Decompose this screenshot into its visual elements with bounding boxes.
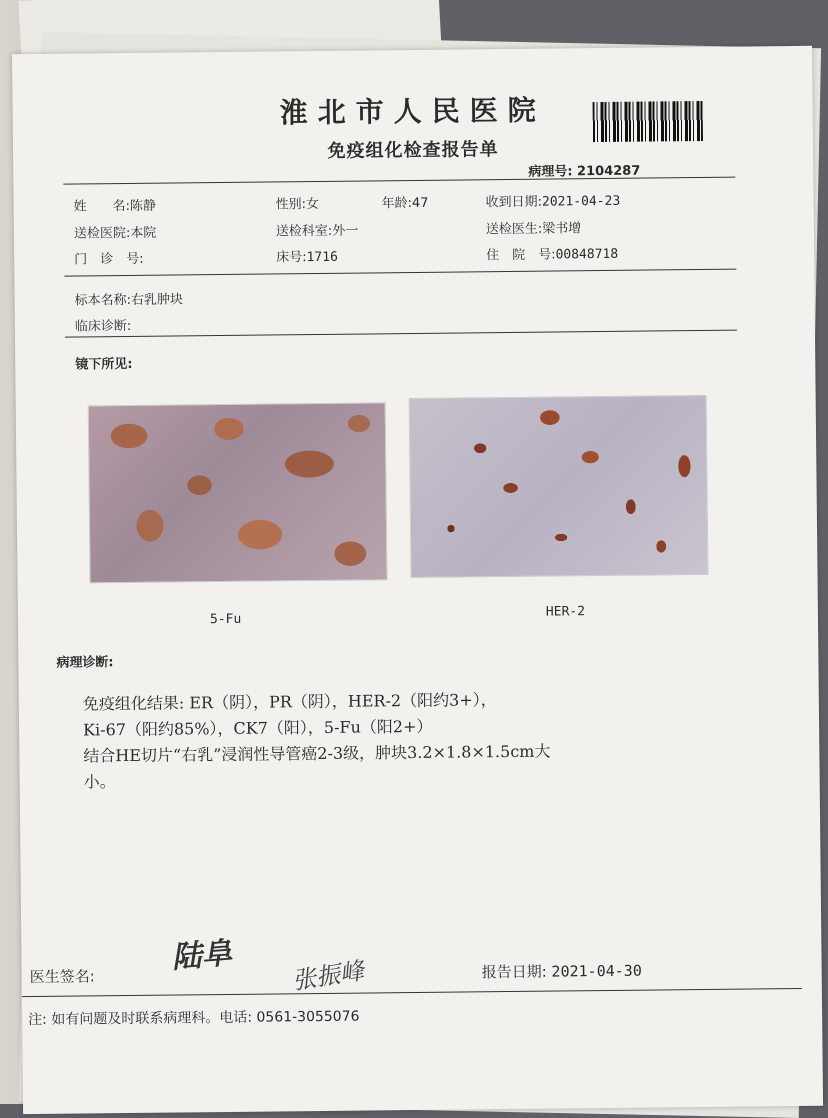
department-field xyxy=(276,220,359,240)
inpatient-value: 00848718 xyxy=(555,247,618,263)
bed-value: 1716 xyxy=(306,250,337,265)
diagnosis-text xyxy=(83,684,764,795)
received-date-value: 2021-04-23 xyxy=(542,194,620,210)
diagnosis-line-1: 免疫组化结果: ER（阴），PR（阴），HER-2（阳约3+）， xyxy=(83,684,763,717)
sending-hospital-value: 本院 xyxy=(130,226,156,241)
clinical-diagnosis-label: 临床诊断: xyxy=(75,319,132,335)
caption-her2: HER-2 xyxy=(546,604,585,619)
divider-footer xyxy=(22,988,802,997)
divider-top xyxy=(63,177,735,185)
bed-label: 床号: xyxy=(276,250,307,265)
pathology-number-value: 2104287 xyxy=(577,164,640,180)
specimen-value: 右乳肿块 xyxy=(131,292,183,308)
diagnosis-line-4: 小。 xyxy=(84,762,764,795)
micrograph-5fu xyxy=(88,402,388,583)
age-value: 47 xyxy=(412,196,429,211)
department-label: 送检科室: xyxy=(276,224,333,240)
report-date-value: 2021-04-30 xyxy=(551,962,641,981)
report-sheet xyxy=(12,46,823,1114)
outpatient-field xyxy=(74,248,144,268)
gender-field xyxy=(275,193,319,212)
diagnosis-line-2: Ki-67（阳约85%），CK7（阳），5-Fu（阳2+） xyxy=(83,710,763,743)
sending-hospital-label: 送检医院: xyxy=(74,226,131,242)
doctor-signature-1: 陆阜 xyxy=(170,928,233,977)
micrograph-her2 xyxy=(409,395,709,578)
divider-middle xyxy=(64,269,736,277)
specimen-label: 标本名称: xyxy=(75,293,132,309)
specimen-field xyxy=(74,288,183,308)
received-date-label: 收到日期: xyxy=(486,195,543,211)
diagnosis-line-3: 结合HE切片“右乳”浸润性导管癌2-3级，肿块3.2×1.8×1.5cm大 xyxy=(83,736,763,769)
patient-name-label: 姓 名: xyxy=(74,199,131,215)
doctor-signature-label: 医生签名: xyxy=(30,965,95,987)
report-date-field xyxy=(482,960,642,983)
barcode xyxy=(593,101,703,142)
gender-value: 女 xyxy=(306,197,319,212)
age-field xyxy=(381,192,428,211)
inpatient-label: 住 院 号: xyxy=(486,248,556,264)
footer-note: 注: 如有问题及时联系病理科。电话: 0561-3055076 xyxy=(28,1006,360,1029)
pathology-diagnosis-label: 病理诊断: xyxy=(56,651,113,671)
sending-doctor-field xyxy=(486,217,582,237)
pathology-number xyxy=(528,160,640,180)
department-value: 外一 xyxy=(332,224,358,239)
sending-doctor-value: 梁书增 xyxy=(542,221,581,236)
age-label: 年龄: xyxy=(382,196,413,211)
sending-doctor-label: 送检医生: xyxy=(486,222,543,238)
caption-5fu: 5-Fu xyxy=(210,612,241,627)
received-date-field xyxy=(485,190,620,210)
pathology-number-label: 病理号: xyxy=(528,164,572,179)
report-date-label: 报告日期: xyxy=(482,963,547,982)
bed-field xyxy=(276,246,338,266)
hospital-name: 淮北市人民医院 xyxy=(12,86,812,134)
gender-label: 性别: xyxy=(276,197,307,212)
patient-name-field xyxy=(74,195,157,215)
form-title: 免疫组化检查报告单 xyxy=(13,132,813,166)
sending-hospital-field xyxy=(74,222,157,242)
outpatient-label: 门 诊 号: xyxy=(74,252,144,268)
clinical-diagnosis-field xyxy=(75,315,132,335)
patient-name: 陈静 xyxy=(130,199,156,214)
microscopy-label: 镜下所见: xyxy=(75,353,132,373)
doctor-signature-2: 张振峰 xyxy=(289,951,365,996)
divider-lower xyxy=(65,330,737,338)
inpatient-field xyxy=(486,243,618,263)
